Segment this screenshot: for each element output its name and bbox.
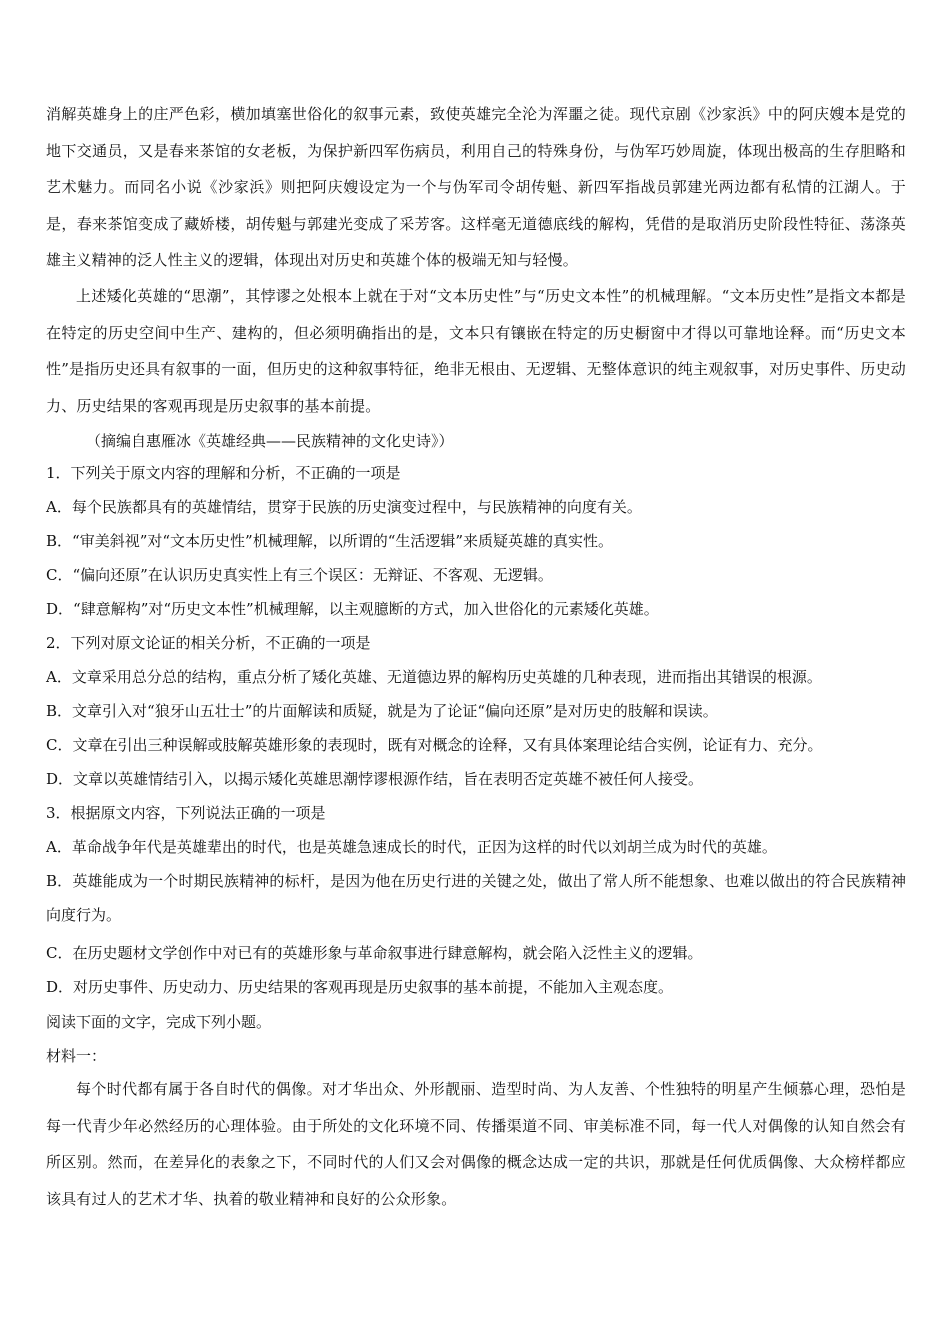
passage-paragraph-1: 消解英雄身上的庄严色彩，横加填塞世俗化的叙事元素，致使英雄完全沦为浑噩之徒。现代京剧《沙家浜》中的阿庆嫂本是党的地下交通员，又是春来茶馆的女老板，为保护新四军伤病员，利用自己的特殊身份，与伪军巧妙周旋，体现出极高的生存胆略和艺术魅力。而同名小说《沙家浜》则把阿庆嫂设定为一个与伪军司令胡传魁、新四军指战员郭建光两边都有私情的江湖人。于是，春来茶馆变成了藏娇楼，胡传魁与郭建光变成了采芳客。这样毫无道德底线的解构，凭借的是取消历史阶段性特征、荡涤英雄主义精神的泛人性主义的逻辑，体现出对历史和英雄个体的极端无知与轻慢。 <box>46 105 906 269</box>
question-1-stem: 1．下列关于原文内容的理解和分析，不正确的一项是 <box>46 464 401 482</box>
material-paragraph: 每个时代都有属于各自时代的偶像。对才华出众、外形靓丽、造型时尚、为人友善、个性独特的明星产生倾慕心理，恐怕是每一代青少年必然经历的心理体验。由于所处的文化环境不同、传播渠道不同、审美标准不同，每一代人对偶像的认知自然会有所区别。然而，在差异化的表象之下，不同时代的人们又会对偶像的概念达成一定的共识，那就是任何优质偶像、大众榜样都应该具有过人的艺术才华、执着的敬业精神和良好的公众形象。 <box>46 1080 906 1208</box>
passage-paragraph-2: 上述矮化英雄的“思潮”，其悖谬之处根本上就在于对“文本历史性”与“历史文本性”的机械理解。“文本历史性”是指文本都是在特定的历史空间中生产、建构的，但必须明确指出的是，文本只有镶嵌在特定的历史橱窗中才得以可靠地诠释。而“历史文本性”是指历史还具有叙事的一面，但历史的这种叙事特征，绝非无根由、无逻辑、无整体意识的纯主观叙事，对历史事件、历史动力、历史结果的客观再现是历史叙事的基本前提。 <box>46 287 906 415</box>
question-3-option-c: C．在历史题材文学创作中对已有的英雄形象与革命叙事进行肆意解构，就会陷入泛性主义的逻辑。 <box>46 944 703 962</box>
question-3-option-a: A．革命战争年代是英雄辈出的时代，也是英雄急速成长的时代，正因为这样的时代以刘胡兰成为时代的英雄。 <box>46 838 777 856</box>
question-3-stem: 3．根据原文内容，下列说法正确的一项是 <box>46 804 326 822</box>
question-3-option-b: B．英雄能成为一个时期民族精神的标杆，是因为他在历史行进的关键之处，做出了常人所不能想象、也难以做出的符合民族精神向度行为。 <box>46 872 906 924</box>
question-2-option-b: B．文章引入对“狼牙山五壮士”的片面解读和质疑，就是为了论证“偏向还原”是对历史的肢解和误读。 <box>46 702 718 720</box>
question-1-option-c: C．“偏向还原”在认识历史真实性上有三个误区：无辩证、不客观、无逻辑。 <box>46 566 553 584</box>
reading-instruction: 阅读下面的文字，完成下列小题。 <box>46 1013 272 1031</box>
question-3-option-d: D．对历史事件、历史动力、历史结果的客观再现是历史叙事的基本前提，不能加入主观态度。 <box>46 978 674 996</box>
question-1-option-d: D．“肆意解构”对“历史文本性”机械理解，以主观臆断的方式，加入世俗化的元素矮化英雄。 <box>46 600 659 618</box>
question-1-option-a: A．每个民族都具有的英雄情结，贯穿于民族的历史演变过程中，与民族精神的向度有关。 <box>46 498 642 516</box>
material-label: 材料一： <box>46 1047 107 1065</box>
question-2-stem: 2．下列对原文论证的相关分析，不正确的一项是 <box>46 634 371 652</box>
question-1-option-b: B．“审美斜视”对“文本历史性”机械理解，以所谓的“生活逻辑”来质疑英雄的真实性。 <box>46 532 614 550</box>
passage-source: （摘编自惠雁冰《英雄经典——民族精神的文化史诗》） <box>86 432 454 450</box>
question-2-option-d: D．文章以英雄情结引入，以揭示矮化英雄思潮悖谬根源作结，旨在表明否定英雄不被任何人接受。 <box>46 770 704 788</box>
question-2-option-a: A．文章采用总分总的结构，重点分析了矮化英雄、无道德边界的解构历史英雄的几种表现，进而指出其错误的根源。 <box>46 668 822 686</box>
question-2-option-c: C．文章在引出三种误解或肢解英雄形象的表现时，既有对概念的诠释，又有具体案理论结合实例，论证有力、充分。 <box>46 736 823 754</box>
